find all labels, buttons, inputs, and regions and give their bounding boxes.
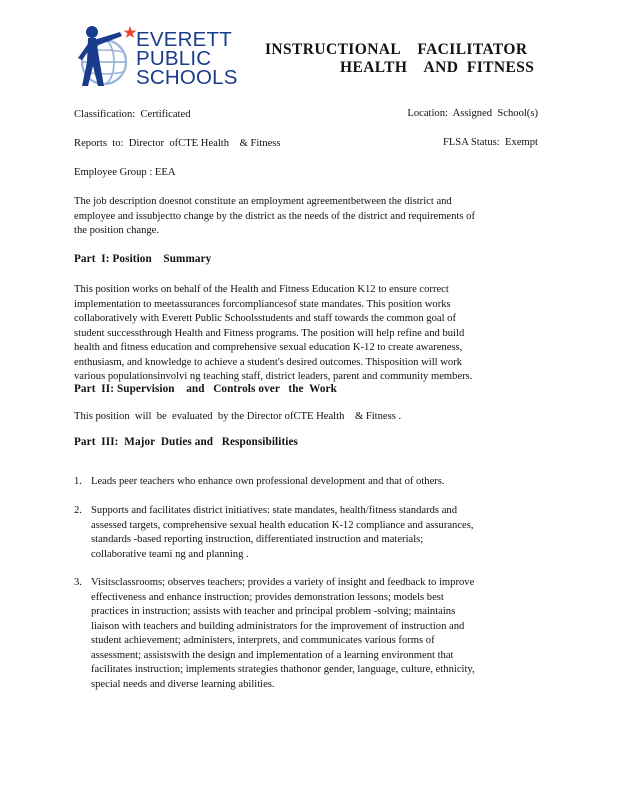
employee-group: Employee Group : EEA <box>74 167 176 178</box>
logo-text-everett: EVERETT <box>136 28 232 51</box>
district-logo <box>74 24 240 90</box>
document-title-line1: INSTRUCTIONAL FACILITATOR <box>265 41 528 58</box>
duty-line: Supports and facilitates district initiatives: state mandates, health/fitness standards and <box>91 505 457 516</box>
part1-line: health and fitness education and comprehensive sexual education K-12 to create awareness, <box>74 342 463 353</box>
logo-text-public: PUBLIC <box>136 47 212 70</box>
flsa-status: FLSA Status: Exempt <box>442 137 538 148</box>
globe-runner-icon <box>74 24 138 90</box>
part2-heading: Part II: Supervision and Controls over the Work <box>74 383 337 395</box>
reports-to: Reports to: Director ofCTE Health & Fitness <box>74 138 281 149</box>
intro-line: employee and issubjectto change by the district as the needs of the district and requirements of <box>74 210 475 222</box>
part1-heading: Part I: Position Summary <box>74 253 212 265</box>
intro-line: The job description doesnot constitute an employment agreementbetween the district and <box>74 196 452 207</box>
duty-line: assessed targets, comprehensive sexual health education K-12 compliance and assurances, <box>91 519 474 531</box>
duty-line: Visitsclassrooms; observes teachers; provides a variety of insight and feedback to improve <box>91 577 475 588</box>
duty-number: 3. <box>74 577 82 588</box>
document-title-line2: HEALTH AND FITNESS <box>340 59 535 76</box>
duty-line: facilitates instruction; implements strategies thathonor gender, language, culture, ethnicity, <box>91 664 475 675</box>
part1-line: implementation to meetassurances forcompliancesof state mandates. This position works <box>74 298 451 310</box>
part1-paragraph <box>74 283 540 385</box>
part1-line: various populationsinvolvi ng teaching staff, district leaders, parent and community members. <box>74 371 473 382</box>
logo-text-schools: SCHOOLS <box>136 66 238 89</box>
part1-line: collaboratively with Everett Public Schoolsstudents and staff towards the common goal of <box>74 313 456 324</box>
duty-number: 2. <box>74 505 82 516</box>
classification: Classification: Certificated <box>74 109 191 120</box>
duty-line: assessment; assistswith the design and implementation of a learning environment that <box>91 649 454 661</box>
duty-line: effectiveness and enhance instruction; provides demonstration lessons; models best <box>91 591 444 603</box>
duty-line: liaison with teachers and building administrators for the improvement of instruction and <box>91 620 465 632</box>
intro-line: the position change. <box>74 225 160 236</box>
duty-line: standards -based reporting instruction, differentiated instruction and materials; <box>91 534 424 545</box>
part1-line: This position works on behalf of the Health and Fitness Education K12 to ensure correct <box>74 284 449 295</box>
duty-line: special needs and diverse learning abilities. <box>91 678 275 690</box>
duty-line: Leads peer teachers who enhance own professional development and that of others. <box>91 476 445 487</box>
duty-line: collaborative teami ng and planning . <box>91 548 249 560</box>
part1-line: student successthrough Health and Fitness programs. The position will help refine and build <box>74 327 465 339</box>
intro-paragraph <box>74 195 540 239</box>
duty-line: student achievement; administers, interprets, and communicates various forms of <box>91 635 435 646</box>
location: Location: Assigned School(s) <box>407 108 538 119</box>
duty-line: practices in instruction; assists with teacher and principal problem -solving; maintains <box>91 606 456 617</box>
part2-text: This position will be evaluated by the Director ofCTE Health & Fitness . <box>74 411 402 422</box>
part1-line: enthusiasm, and knowledge to achieve a student's desired outcomes. Thisposition will work <box>74 356 463 368</box>
duty-number: 1. <box>74 476 82 487</box>
part3-heading: Part III: Major Duties and Responsibilities <box>74 436 298 448</box>
